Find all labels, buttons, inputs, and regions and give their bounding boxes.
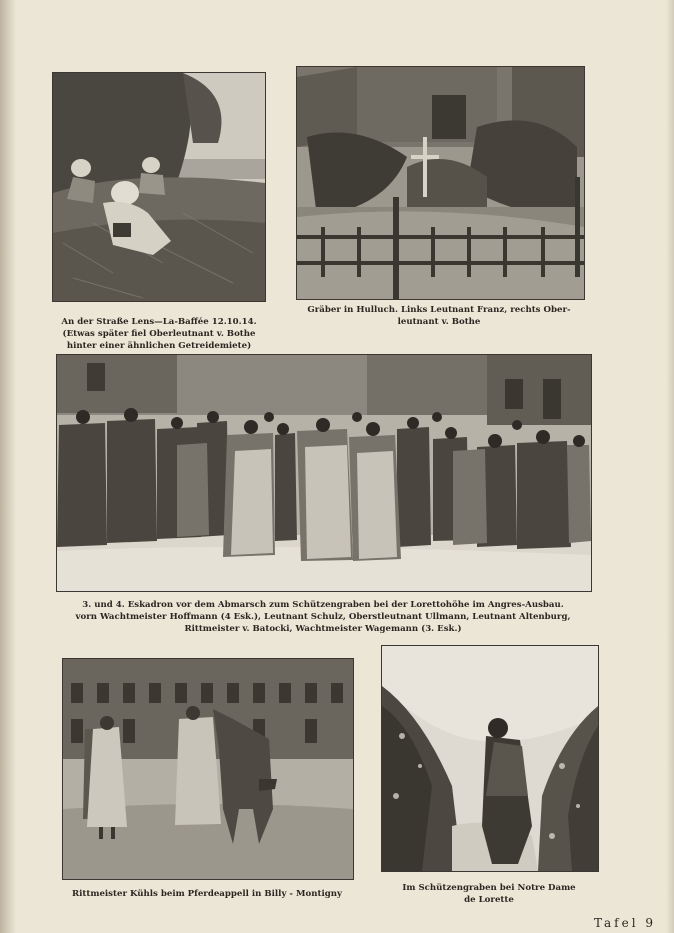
caption-line: Rittmeister v. Batocki, Wachtmeister Wagemann (3. Esk.) [184, 624, 462, 634]
caption-line: An der Straße Lens—La-Baffée 12.10.14. [61, 317, 257, 327]
photo-trench-lorette [381, 645, 599, 872]
photo-horse-inspection [62, 658, 354, 880]
caption-line: Gräber in Hulluch. Links Leutnant Franz, rechts Ober- [307, 305, 571, 315]
plate-label: Tafel 9 [593, 916, 656, 930]
book-spine-shadow [0, 0, 16, 933]
photo-haystack-soldiers [52, 72, 266, 302]
caption-photo-1 [48, 316, 270, 352]
caption-photo-3 [50, 599, 596, 635]
page-edge-shadow [666, 0, 674, 933]
caption-line: leutnant v. Bothe [397, 317, 481, 327]
caption-photo-4 [62, 888, 352, 900]
caption-line: de Lorette [464, 895, 514, 905]
caption-photo-2 [292, 304, 586, 328]
caption-line: 3. und 4. Eskadron vor dem Abmarsch zum Schützengraben bei der Lorettohöhe im Angres-Ausbau. [82, 600, 564, 610]
photo-squadrons-lined-up [56, 354, 592, 592]
caption-line: vorn Wachtmeister Hoffmann (4 Esk.), Leutnant Schulz, Oberstleutnant Ullmann, Leutnant Altenburg, [75, 612, 571, 622]
photo-graves-hulluch [296, 66, 585, 300]
caption-line: Im Schützengraben bei Notre Dame [402, 883, 576, 893]
caption-photo-5 [381, 882, 597, 906]
caption-line: Rittmeister Kühls beim Pferdeappell in Billy - Montigny [72, 889, 342, 899]
caption-line: hinter einer ähnlichen Getreidemiete) [66, 341, 252, 351]
caption-line: (Etwas später fiel Oberleutnant v. Bothe [62, 329, 256, 339]
